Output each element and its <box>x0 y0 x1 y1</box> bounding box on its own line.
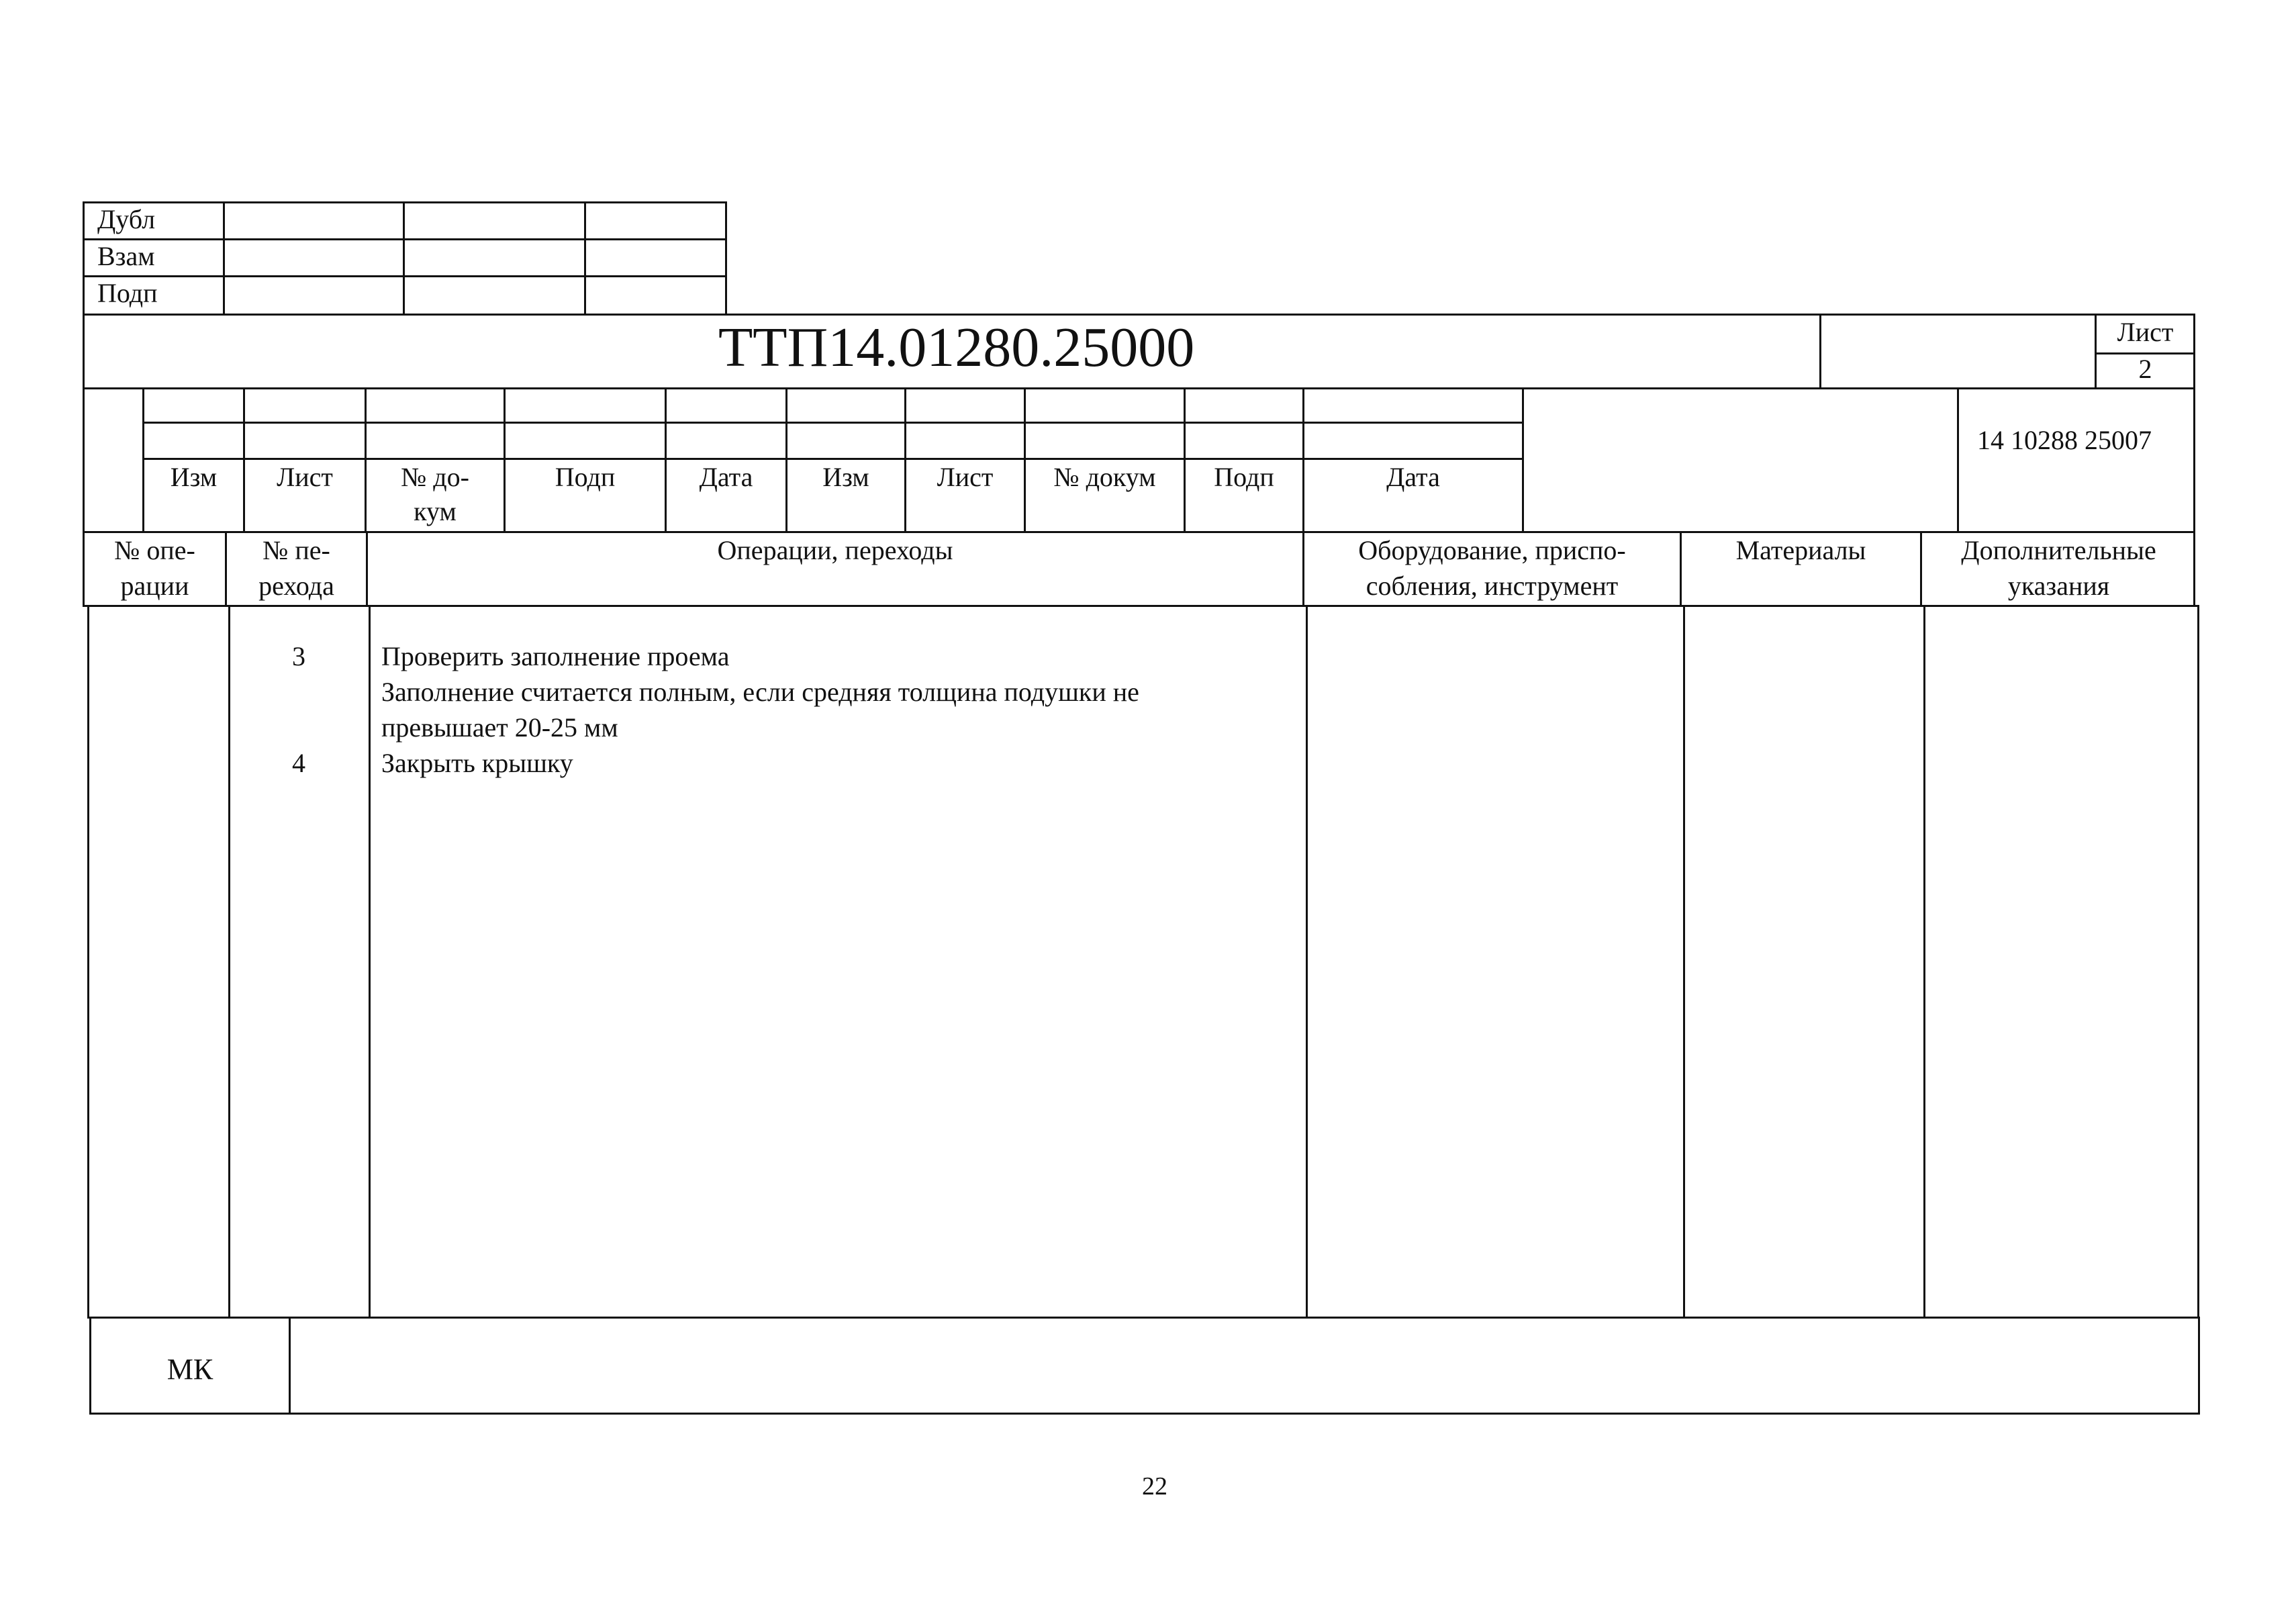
revision-col-divider <box>1024 387 1026 533</box>
rev-header-data: Дата <box>699 462 753 492</box>
stamp-label-podp: Подп <box>97 278 158 308</box>
rev-header-dokum-2: кум <box>414 496 457 526</box>
operation-text: превышает 20-25 мм <box>381 712 618 743</box>
footer-col-divider <box>289 1317 291 1415</box>
revision-col-divider <box>1184 387 1186 533</box>
body-col-divider <box>1683 605 1685 1319</box>
rev-header-podp: Подп <box>555 462 616 492</box>
header-equipment-1: Оборудование, приспо- <box>1358 535 1626 565</box>
rev-header-izm-2: Изм <box>822 462 869 492</box>
document-code: ТТП14.01280.25000 <box>718 316 1195 379</box>
revision-col-divider <box>504 387 506 533</box>
revision-col-divider <box>785 387 787 533</box>
body-col-divider <box>1923 605 1925 1319</box>
rev-header-list-2: Лист <box>937 462 994 492</box>
rev-header-dokum-1: № до- <box>401 462 469 492</box>
page-number: 22 <box>1142 1472 1167 1501</box>
body-col-divider <box>369 605 371 1319</box>
stamp-label-vzam: Взам <box>97 241 155 271</box>
stamp-label-dubl: Дубл <box>97 204 156 234</box>
revision-col-divider <box>243 387 245 533</box>
operation-text: Проверить заполнение проема <box>381 641 730 671</box>
stamp-row-divider <box>83 238 727 240</box>
operation-text: Заполнение считается полным, если средняя толщина подушки не <box>381 677 1139 707</box>
revision-row-divider <box>142 458 1522 460</box>
org-code: 14 10288 25007 <box>1977 425 2152 455</box>
revision-col-divider <box>665 387 667 533</box>
title-col-divider <box>1819 314 1821 389</box>
rev-header-list: Лист <box>277 462 333 492</box>
rev-header-podp-2: Подп <box>1214 462 1274 492</box>
stamp-col-divider <box>403 201 405 316</box>
header-equipment-2: собления, инструмент <box>1366 571 1619 601</box>
stamp-col-divider <box>584 201 586 316</box>
sheet-number: 2 <box>2138 354 2152 384</box>
stamp-row-divider <box>83 275 727 277</box>
header-step-no-2: рехода <box>258 571 334 601</box>
form-code: МК <box>166 1353 213 1386</box>
footer-row <box>89 1317 2200 1415</box>
rev-header-dokum-full: № докум <box>1053 462 1156 492</box>
revision-left-strip <box>142 387 144 533</box>
body-col-divider <box>228 605 230 1319</box>
revision-col-divider <box>904 387 906 533</box>
header-materials: Материалы <box>1735 535 1866 565</box>
header-step-no-1: № пе- <box>262 535 330 565</box>
header-notes-1: Дополнительные <box>1961 535 2156 565</box>
header-operations: Операции, переходы <box>717 535 953 565</box>
stamp-col-divider <box>223 201 225 316</box>
step-number: 4 <box>292 748 305 778</box>
header-op-no-1: № опе- <box>114 535 195 565</box>
operation-text: Закрыть крышку <box>381 748 573 778</box>
sheet-label: Лист <box>2117 317 2174 347</box>
stamp-block <box>83 201 727 316</box>
revision-row-divider <box>142 422 1522 424</box>
header-notes-2: указания <box>2007 571 2110 601</box>
rev-header-data-2: Дата <box>1386 462 1440 492</box>
body-col-divider <box>1306 605 1308 1319</box>
header-op-no-2: рации <box>120 571 189 601</box>
step-number: 3 <box>292 641 305 671</box>
revision-col-divider <box>1302 387 1304 533</box>
org-code-divider <box>1957 387 1959 533</box>
revision-col-divider <box>1522 387 1524 533</box>
rev-header-izm: Изм <box>170 462 218 492</box>
